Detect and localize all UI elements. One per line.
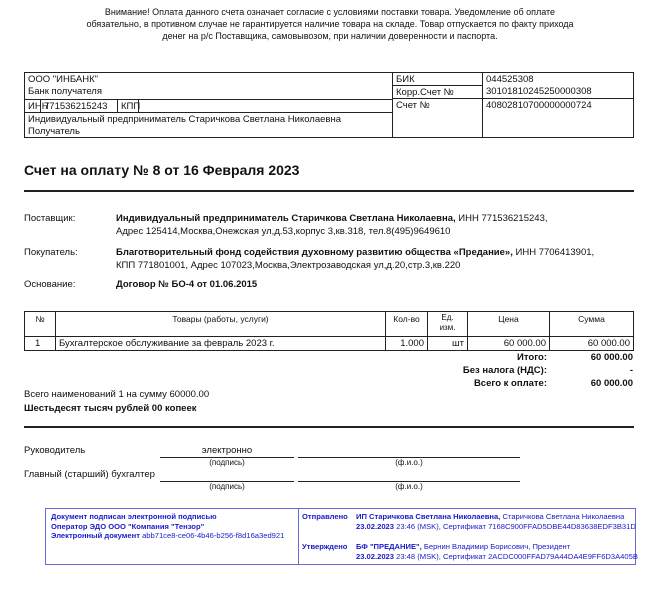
approved-org: БФ "ПРЕДАНИЕ", (356, 542, 422, 551)
corr-account-label: Корр.Счет № (392, 85, 483, 99)
stamp-sent-label: Отправлено (302, 512, 348, 521)
col-header-number: № (24, 311, 56, 337)
stamp-doc-label: Электронный документ (51, 531, 140, 540)
accountant-label: Главный (старший) бухгалтер (24, 469, 155, 480)
kpp-value (138, 99, 393, 113)
approved-date: 23.02.2023 (356, 551, 395, 561)
account-label: Счет № (392, 98, 483, 138)
recipient-cell (24, 112, 393, 138)
name-caption: (ф.и.о.) (395, 458, 423, 467)
invoice-title: Счет на оплату № 8 от 16 Февраля 2023 (24, 162, 300, 178)
corr-account-value: 30101810245250000308 (482, 85, 634, 99)
total-value: 60 000.00 (590, 352, 633, 363)
basis-label: Основание: (24, 279, 76, 290)
supplier-inn: ИНН 771536215243, (455, 213, 548, 224)
divider (24, 426, 634, 428)
row-name: Бухгалтерское обслуживание за февраль 2023 г. (55, 336, 386, 351)
recipient-label: Получатель (28, 126, 80, 137)
row-sum: 60 000.00 (549, 336, 634, 351)
col-header-qty: Кол-во (385, 311, 428, 337)
grand-total-value: 60 000.00 (590, 378, 633, 389)
sign-caption: (подпись) (209, 458, 245, 467)
stamp-operator: Оператор ЭДО ООО "Компания "Тензор" (51, 521, 205, 531)
sent-org: ИП Старичкова Светлана Николаевна, (356, 512, 501, 521)
stamp-sent (356, 512, 636, 531)
edo-signature-stamp (45, 508, 636, 565)
head-signature: электронно (201, 445, 253, 456)
col-header-goods: Товары (работы, услуги) (55, 311, 386, 337)
divider (24, 190, 634, 192)
sent-person: Старичкова Светлана Николаевна (500, 512, 625, 521)
inn-value: 771536215243 (40, 99, 118, 113)
stamp-approved-label: Утверждено (302, 542, 348, 551)
bik-label: БИК (392, 72, 483, 86)
account-value: 40802810700000000724 (482, 98, 634, 138)
notice-line: денег на р/с Поставщика, самовывозом, при наличии доверенности и паспорта. (162, 31, 498, 41)
supplier-name: Индивидуальный предприниматель Старичкова Светлана Николаевна, (116, 213, 456, 224)
vat-label: Без налога (НДС): (462, 365, 547, 376)
inn-label: ИНН (24, 99, 41, 113)
name-caption: (ф.и.о.) (395, 482, 423, 491)
recipient-name: Индивидуальный предприниматель Старичкова Светлана Николаевна (28, 114, 341, 125)
sent-cert: 23:46 (MSK), Сертификат 7168C900FFAD5DBE44D83638EDF3B31D (394, 521, 636, 531)
total-label: Итого: (517, 352, 547, 363)
stamp-approved (356, 542, 638, 561)
buyer-address: КПП 771801001, Адрес 107023,Москва,Электрозаводская ул,д.20,стр.3,кв.220 (116, 259, 461, 271)
stamp-doc-id: abb71ce8-ce06-4b46-b256-f8d16a3ed921 (142, 531, 285, 540)
row-unit: шт (427, 336, 468, 351)
bank-name-cell (24, 72, 393, 100)
col-header-sum: Сумма (549, 311, 634, 337)
basis-value: Договор № БО-4 от 01.06.2015 (116, 279, 258, 290)
supplier-address: Адрес 125414,Москва,Онежская ул,д.53,корпус 3,кв.318, тел.8(495)9649610 (116, 225, 451, 237)
buyer-inn: ИНН 7706413901, (512, 247, 595, 258)
buyer-name: Благотворительный фонд содействия духовному развитию общества «Предание», (116, 247, 513, 258)
vat-value: - (629, 365, 633, 376)
col-header-price: Цена (467, 311, 550, 337)
approved-person: Бернин Владимир Борисович, Президент (421, 542, 571, 551)
buyer-label: Покупатель: (24, 247, 78, 258)
notice-line: Внимание! Оплата данного счета означает согласие с условиями поставки товара. Уведомление об оплате (104, 7, 556, 17)
notice-line: обязательно, в противном случае не гарантируется наличие товара на складе. Товар отпускается по факту прихода (86, 19, 574, 29)
stamp-signed: Документ подписан электронной подписью (51, 512, 217, 521)
bank-name-label: Банк получателя (28, 86, 102, 97)
col-header-unit: Ед. изм. (427, 311, 468, 337)
amount-in-words: Шестьдесят тысяч рублей 00 копеек (24, 403, 197, 414)
buyer-value (116, 247, 594, 272)
items-summary: Всего наименований 1 на сумму 60000.00 (24, 389, 210, 400)
sent-date: 23.02.2023 (356, 521, 395, 531)
stamp-divider (298, 509, 299, 564)
grand-total-label: Всего к оплате: (473, 378, 547, 389)
sign-caption: (подпись) (209, 482, 245, 491)
row-qty: 1.000 (385, 336, 428, 351)
stamp-left (51, 512, 284, 541)
head-label: Руководитель (24, 445, 86, 456)
row-number: 1 (24, 336, 56, 351)
bank-name: ООО "ИНБАНК" (28, 74, 98, 85)
payment-notice (0, 6, 660, 42)
kpp-label: КПП (117, 99, 139, 113)
supplier-label: Поставщик: (24, 213, 76, 224)
supplier-value (116, 213, 548, 238)
approved-cert: 23:48 (MSK), Сертификат 2ACDC000FFAD79A44DA4E9FF6D3A405B (394, 551, 638, 561)
row-price: 60 000.00 (467, 336, 550, 351)
bik-value: 044525308 (482, 72, 634, 86)
